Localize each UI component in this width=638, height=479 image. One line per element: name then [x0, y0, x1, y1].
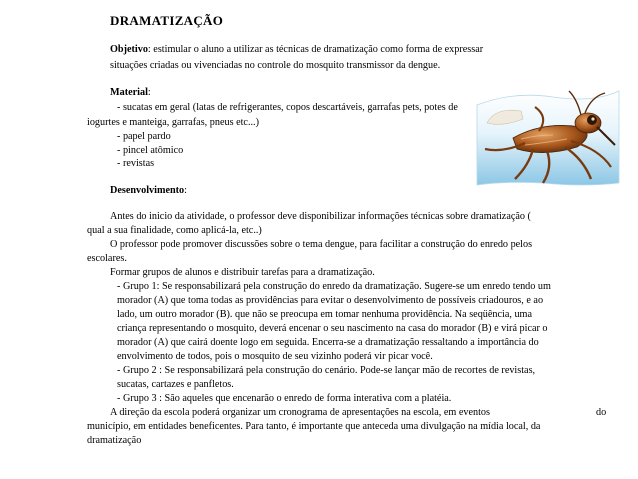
material-item-4: - revistas — [117, 158, 155, 169]
material-label: Material — [110, 87, 148, 98]
paragraph-line: morador (A) que toma todas as providências para evitar o desenvolvimento de possíveis criadouros, e ao — [117, 295, 544, 306]
paragraph-line: qual a sua finalidade, como aplicá-la, etc..) — [87, 225, 262, 236]
desenvolvimento-label: Desenvolvimento — [110, 185, 185, 196]
material-item-1: - sucatas em geral (latas de refrigerantes, copos descartáveis, garrafas pets, potes de — [117, 102, 458, 113]
paragraph-line: lado, um outro morador (B). que não se preocupa em tomar nenhuma providência. Na seqüência, uma — [117, 309, 533, 320]
objetivo-label: Objetivo — [110, 44, 148, 55]
paragraph-line: sucatas, cartazes e panfletos. — [117, 379, 234, 390]
paragraph-line: O professor pode promover discussões sobre o tema dengue, para facilitar a construção do enredo pelos — [110, 239, 533, 250]
paragraph-line: A direção da escola poderá organizar um cronograma de apresentações na escola, em eventos — [110, 407, 490, 418]
objetivo-text: : estimular o aluno a utilizar as técnicas de dramatização como forma de expressar — [147, 44, 484, 55]
desenvolvimento-colon: : — [184, 185, 187, 196]
material-colon: : — [147, 87, 151, 98]
objetivo-line-1 — [110, 43, 483, 57]
material-item-2: - papel pardo — [117, 131, 171, 142]
paragraph-line: morador (A) que cairá doente logo em seguida. Encerra-se a dramatização ressaltando a importância do — [117, 337, 539, 348]
paragraph-line: - Grupo 3 : São aqueles que encenarão o enredo de forma interativa com a platéia. — [117, 393, 452, 404]
objetivo-line-2: situações criadas ou vivenciadas no controle do mosquito transmissor da dengue. — [110, 60, 441, 71]
paragraph-line: Formar grupos de alunos e distribuir tarefas para a dramatização. — [110, 267, 375, 278]
paragraph-line: criança representando o mosquito, deverá encenar o seu nascimento na casa do morador (B) e virá picar o — [117, 323, 548, 334]
paragraph-line: - Grupo 1: Se responsabilizará pela construção do enredo da dramatização. Sugere-se um enredo tendo um — [117, 281, 551, 292]
paragraph-line: - Grupo 2 : Se responsabilizará pela construção do cenário. Pode-se lançar mão de recortes de revistas, — [117, 365, 536, 376]
paragraph-line: do — [596, 407, 607, 418]
desenvolvimento-heading — [110, 184, 187, 198]
material-heading — [110, 86, 151, 100]
paragraph-line: envolvimento de todos, pois o mosquito de seu vizinho poderá vir picar você. — [117, 351, 433, 362]
material-item-3: - pincel atômico — [117, 145, 184, 156]
paragraph-line: dramatização — [87, 435, 142, 446]
material-item-1-cont: iogurtes e manteiga, garrafas, pneus etc...) — [87, 117, 259, 128]
paragraph-line: Antes do inicio da atividade, o professor deve disponibilizar informações técnicas sobre dramatização ( — [110, 211, 531, 222]
paragraph-line: município, em entidades beneficentes. Para tanto, é importante que anteceda uma divulgação na mídia local, da — [87, 421, 541, 432]
mosquito-illustration-icon — [473, 83, 621, 188]
page-title: DRAMATIZAÇÃO — [110, 13, 224, 28]
paragraph-line: escolares. — [87, 253, 127, 264]
